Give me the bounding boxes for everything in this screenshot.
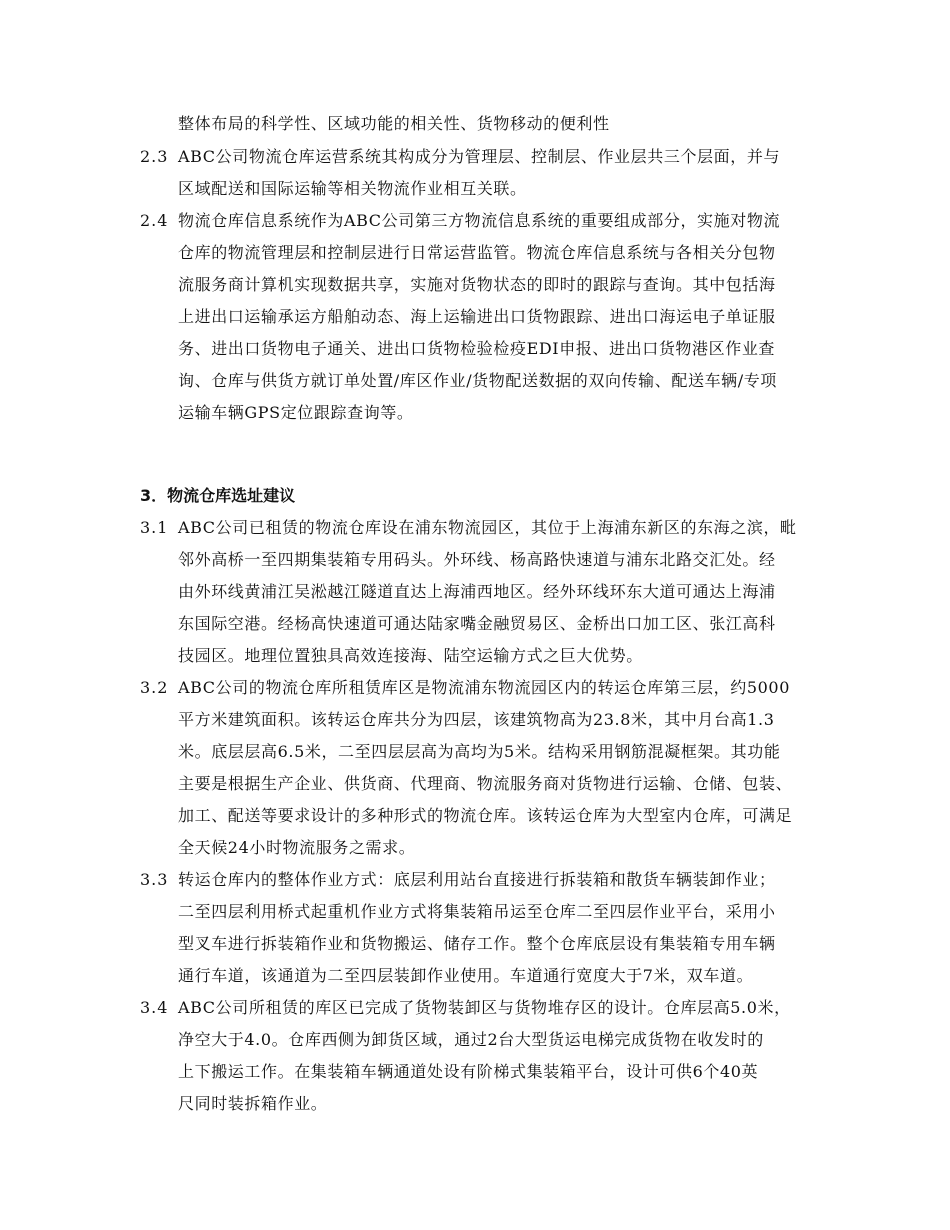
paragraph-line: 转运仓库内的整体作业方式：底层利用站台直接进行拆装箱和散货车辆装卸作业； bbox=[178, 870, 776, 889]
item-number: 3.1 bbox=[140, 518, 169, 537]
item-number: 3.2 bbox=[140, 678, 169, 697]
paragraph-line: 东国际空港。经杨高快速道可通达陆家嘴金融贸易区、金桥出口加工区、张江高科 bbox=[178, 614, 776, 633]
item-number: 3.3 bbox=[140, 870, 169, 889]
paragraph-line: 邻外高桥一至四期集装箱专用码头。外环线、杨高路快速道与浦东北路交汇处。经 bbox=[178, 550, 776, 569]
paragraph-line: 流服务商计算机实现数据共享，实施对货物状态的即时的跟踪与查询。其中包括海 bbox=[178, 275, 776, 294]
paragraph-line: 净空大于4.0。仓库西侧为卸货区域，通过2台大型货运电梯完成货物在收发时的 bbox=[178, 1030, 764, 1049]
paragraph-line: 由外环线黄浦江吴淞越江隧道直达上海浦西地区。经外环线环东大道可通达上海浦 bbox=[178, 582, 776, 601]
paragraph-line: 上下搬运工作。在集装箱车辆通道处设有阶梯式集装箱平台，设计可供6个40英 bbox=[178, 1062, 759, 1081]
paragraph-line: 平方米建筑面积。该转运仓库共分为四层，该建筑物高为23.8米，其中月台高1.3 bbox=[178, 710, 775, 729]
paragraph-line: 通行车道，该通道为二至四层装卸作业使用。车道通行宽度大于7米，双车道。 bbox=[178, 966, 754, 985]
paragraph-line: 上进出口运输承运方船舶动态、海上运输进出口货物跟踪、进出口海运电子单证服 bbox=[178, 307, 776, 326]
paragraph-line: ABC公司已租赁的物流仓库设在浦东物流园区，其位于上海浦东新区的东海之滨，毗 bbox=[178, 518, 797, 537]
paragraph-line: 询、仓库与供货方就订单处置/库区作业/货物配送数据的双向传输、配送车辆/专项 bbox=[178, 371, 777, 390]
item-number: 2.4 bbox=[140, 211, 169, 230]
paragraph-line: 整体布局的科学性、区域功能的相关性、货物移动的便利性 bbox=[178, 114, 610, 133]
paragraph-line: 主要是根据生产企业、供货商、代理商、物流服务商对货物进行运输、仓储、包装、 bbox=[178, 774, 793, 793]
section-heading: 3．物流仓库选址建议 bbox=[140, 486, 296, 505]
paragraph-line: 仓库的物流管理层和控制层进行日常运营监管。物流仓库信息系统与各相关分包物 bbox=[178, 243, 776, 262]
paragraph-line: 物流仓库信息系统作为ABC公司第三方物流信息系统的重要组成部分，实施对物流 bbox=[178, 211, 781, 230]
item-number: 3.4 bbox=[140, 998, 169, 1017]
item-number: 2.3 bbox=[140, 147, 169, 166]
paragraph-line: ABC公司所租赁的库区已完成了货物装卸区与货物堆存区的设计。仓库层高5.0米， bbox=[178, 998, 791, 1017]
paragraph-line: 尺同时装拆箱作业。 bbox=[178, 1094, 328, 1113]
paragraph-line: 米。底层层高6.5米，二至四层层高为高均为5米。结构采用钢筋混凝框架。其功能 bbox=[178, 742, 781, 761]
paragraph-line: 区域配送和国际运输等相关物流作业相互关联。 bbox=[178, 179, 527, 198]
paragraph-line: ABC公司的物流仓库所租赁库区是物流浦东物流园区内的转运仓库第三层，约5000 bbox=[178, 678, 790, 697]
paragraph-line: 型叉车进行拆装箱作业和货物搬运、储存工作。整个仓库底层设有集装箱专用车辆 bbox=[178, 934, 776, 953]
paragraph-line: 加工、配送等要求设计的多种形式的物流仓库。该转运仓库为大型室内仓库，可满足 bbox=[178, 806, 793, 825]
paragraph-line: 务、进出口货物电子通关、进出口货物检验检疫EDI申报、进出口货物港区作业查 bbox=[178, 339, 776, 358]
paragraph-line: 运输车辆GPS定位跟踪查询等。 bbox=[178, 403, 414, 422]
paragraph-line: 技园区。地理位置独具高效连接海、陆空运输方式之巨大优势。 bbox=[178, 646, 643, 665]
paragraph-line: ABC公司物流仓库运营系统其构成分为管理层、控制层、作业层共三个层面，并与 bbox=[178, 147, 781, 166]
paragraph-line: 全天候24小时物流服务之需求。 bbox=[178, 838, 416, 857]
paragraph-line: 二至四层利用桥式起重机作业方式将集装箱吊运至仓库二至四层作业平台，采用小 bbox=[178, 902, 776, 921]
